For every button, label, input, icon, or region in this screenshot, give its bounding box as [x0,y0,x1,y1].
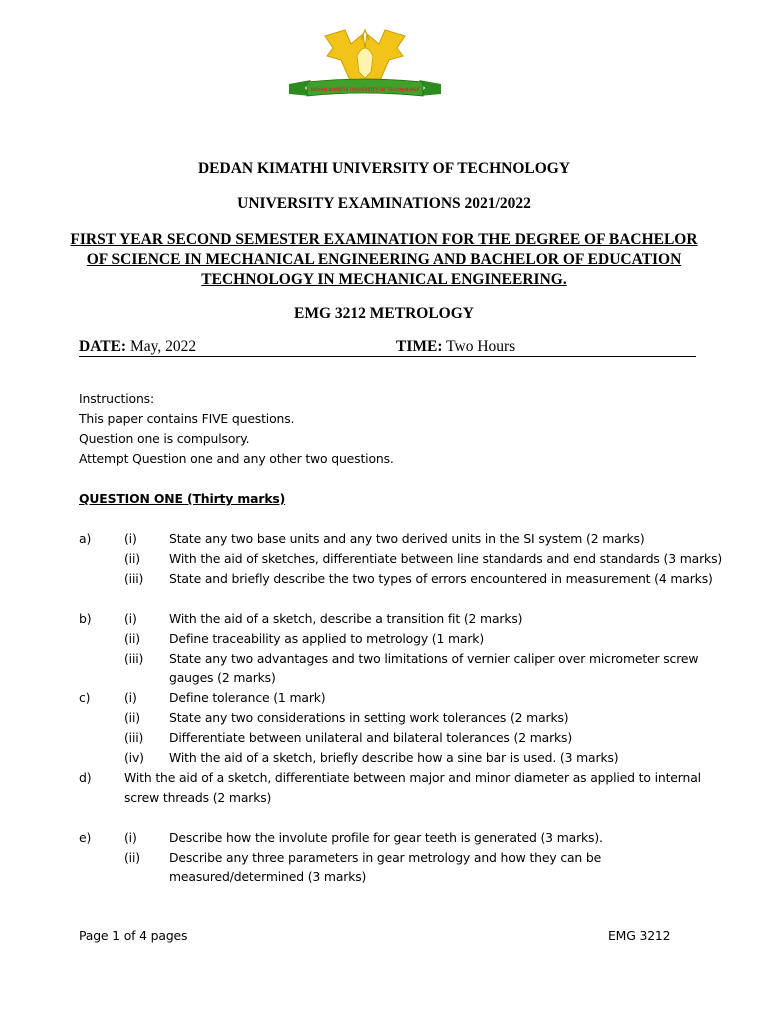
subpart-number: (iii) [124,651,144,666]
question-text: With the aid of a sketch, describe a transition fit (2 marks) [169,611,523,626]
degree-line-1: FIRST YEAR SECOND SEMESTER EXAMINATION FOR THE DEGREE OF BACHELOR [70,231,698,248]
degree-title [60,230,708,290]
question-text: Differentiate between unilateral and bilateral tolerances (2 marks) [169,730,573,745]
part-label: e) [79,830,92,845]
subpart-number: (i) [124,690,137,705]
date-value: May, 2022 [129,338,197,355]
question-text: Define traceability as applied to metrology (1 mark) [169,631,485,646]
university-name: DEDAN KIMATHI UNIVERSITY OF TECHNOLOGY [197,160,571,177]
subpart-number: (i) [124,830,137,845]
question-one-heading: QUESTION ONE (Thirty marks) [79,491,286,506]
subpart-number: (ii) [124,850,140,865]
question-text: Define tolerance (1 mark) [169,690,326,705]
ribbon-text: DEDAN KIMATHI UNIVERSITY OF TECHNOLOGY [310,87,420,92]
instruction-line: Attempt Question one and any other two questions. [79,451,394,466]
date-label: DATE: [79,338,127,355]
instruction-line: This paper contains FIVE questions. [79,411,295,426]
part-label: d) [79,770,92,785]
question-text: screw threads (2 marks) [124,790,272,805]
question-text: Describe any three parameters in gear metrology and how they can be [169,850,602,865]
instructions-heading: Instructions: [79,391,154,406]
date-field [79,338,196,356]
ribbon-banner [289,79,441,96]
question-text: measured/determined (3 marks) [169,869,367,884]
part-label: a) [79,531,92,546]
exam-title: UNIVERSITY EXAMINATIONS 2021/2022 [237,195,531,212]
question-text: gauges (2 marks) [169,670,276,685]
question-text: State and briefly describe the two types of errors encountered in measurement (4 marks) [169,571,713,586]
question-text: State any two advantages and two limitations of vernier caliper over micrometer screw [169,651,699,666]
course-code-footer: EMG 3212 [608,928,671,943]
subpart-number: (ii) [124,551,140,566]
time-field [396,338,515,356]
question-text: Describe how the involute profile for gear teeth is generated (3 marks). [169,830,603,845]
question-text: With the aid of sketches, differentiate between line standards and end standards (3 marks) [169,551,723,566]
course-title: EMG 3212 METROLOGY [294,305,474,322]
subpart-number: (ii) [124,631,140,646]
degree-line-2: OF SCIENCE IN MECHANICAL ENGINEERING AND BACHELOR OF EDUCATION [86,251,682,268]
instruction-line: Question one is compulsory. [79,431,250,446]
question-text: With the aid of a sketch, differentiate between major and minor diameter as applied to internal [124,770,701,785]
date-time-row [79,338,696,357]
university-logo [285,26,445,106]
question-text: With the aid of a sketch, briefly describe how a sine bar is used. (3 marks) [169,750,619,765]
page-number: Page 1 of 4 pages [79,928,188,943]
question-text: State any two base units and any two derived units in the SI system (2 marks) [169,531,645,546]
subpart-number: (iii) [124,571,144,586]
subpart-number: (iv) [124,750,144,765]
time-label: TIME: [396,338,443,355]
question-text: State any two considerations in setting work tolerances (2 marks) [169,710,569,725]
part-label: b) [79,611,92,626]
subpart-number: (ii) [124,710,140,725]
subpart-number: (iii) [124,730,144,745]
time-value: Two Hours [446,338,516,355]
part-label: c) [79,690,91,705]
subpart-number: (i) [124,531,137,546]
subpart-number: (i) [124,611,137,626]
degree-line-3: TECHNOLOGY IN MECHANICAL ENGINEERING. [201,271,567,288]
